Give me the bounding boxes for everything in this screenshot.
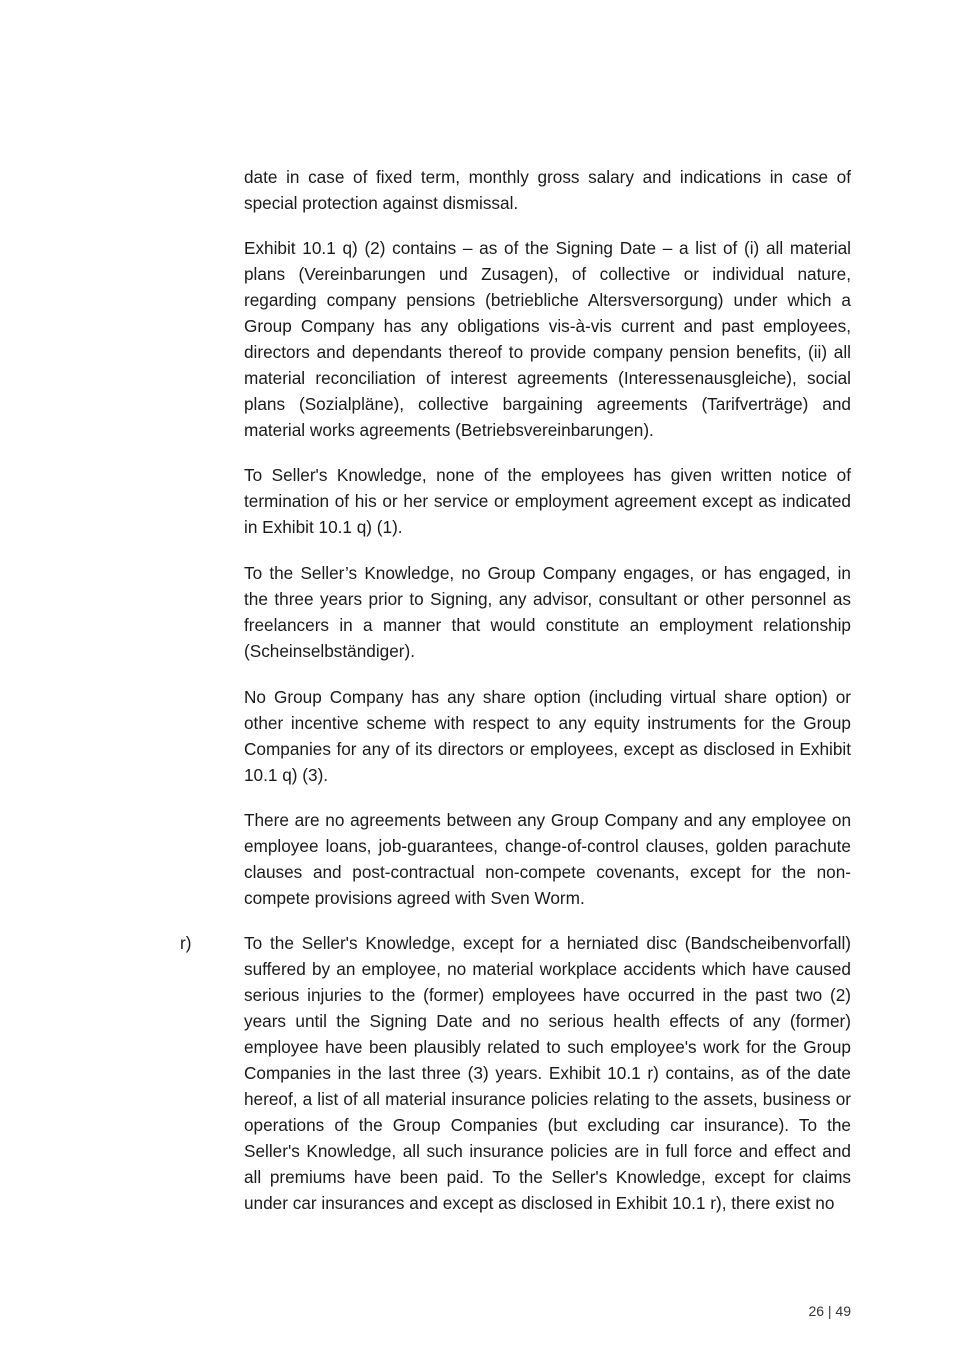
paragraph-pension-plans: Exhibit 10.1 q) (2) contains – as of the Signing Date – a list of (i) all material plans (Vereinbarungen und Zusagen), of collective or individual nature, regarding company pensions (betriebliche Altersversorgung) under which a Group Company has any obligations vis-à-vis current and past employees, directors and dependants thereof to provide company pension benefits, (ii) all material reconciliation of interest agreements (Interessenausgleiche), social plans (Sozialpläne), collective bargaining agreements (Tarifverträge) and material works agreements (Betriebsvereinbarungen). (244, 238, 851, 440)
paragraph-termination-notice: To Seller's Knowledge, none of the employees has given written notice of termination of his or her service or employment agreement except as indicated in Exhibit 10.1 q) (1). (244, 465, 851, 537)
paragraph-employee-agreements: There are no agreements between any Group Company and any employee on employee loans, job-guarantees, change-of-control clauses, golden parachute clauses and post-contractual non-compete covenants, except for the non-compete provisions agreed with Sven Worm. (244, 810, 851, 908)
page-number: 26 | 49 (808, 1303, 851, 1319)
item-r-text: To the Seller's Knowledge, except for a herniated disc (Bandscheibenvorfall) suffered by an employee, no material workplace accidents which have caused serious injuries to the (former) employees have occurred in the past two (2) years until the Signing Date and no serious health effects of any (former) employee have been plausibly related to such employee's work for the Group Companies in the last three (3) years. Exhibit 10.1 r) contains, as of the date hereof, a list of all material insurance policies relating to the assets, business or operations of the Group Companies (but excluding car insurance). To the Seller's Knowledge, all such insurance policies are in full force and effect and all premiums have been paid. To the Seller's Knowledge, except for claims under car insurances and except as disclosed in Exhibit 10.1 r), there exist no (244, 933, 851, 1213)
item-r-label: r) (180, 933, 192, 953)
paragraph-salary-indications: date in case of fixed term, monthly gross salary and indications in case of special protection against dismissal. (244, 167, 851, 213)
paragraph-share-options: No Group Company has any share option (including virtual share option) or other incentive scheme with respect to any equity instruments for the Group Companies for any of its directors or employees, except as disclosed in Exhibit 10.1 q) (3). (244, 687, 851, 785)
paragraph-freelancers: To the Seller’s Knowledge, no Group Company engages, or has engaged, in the three years prior to Signing, any advisor, consultant or other personnel as freelancers in a manner that would constitute an employment relationship (Scheinselbständiger). (244, 563, 851, 661)
